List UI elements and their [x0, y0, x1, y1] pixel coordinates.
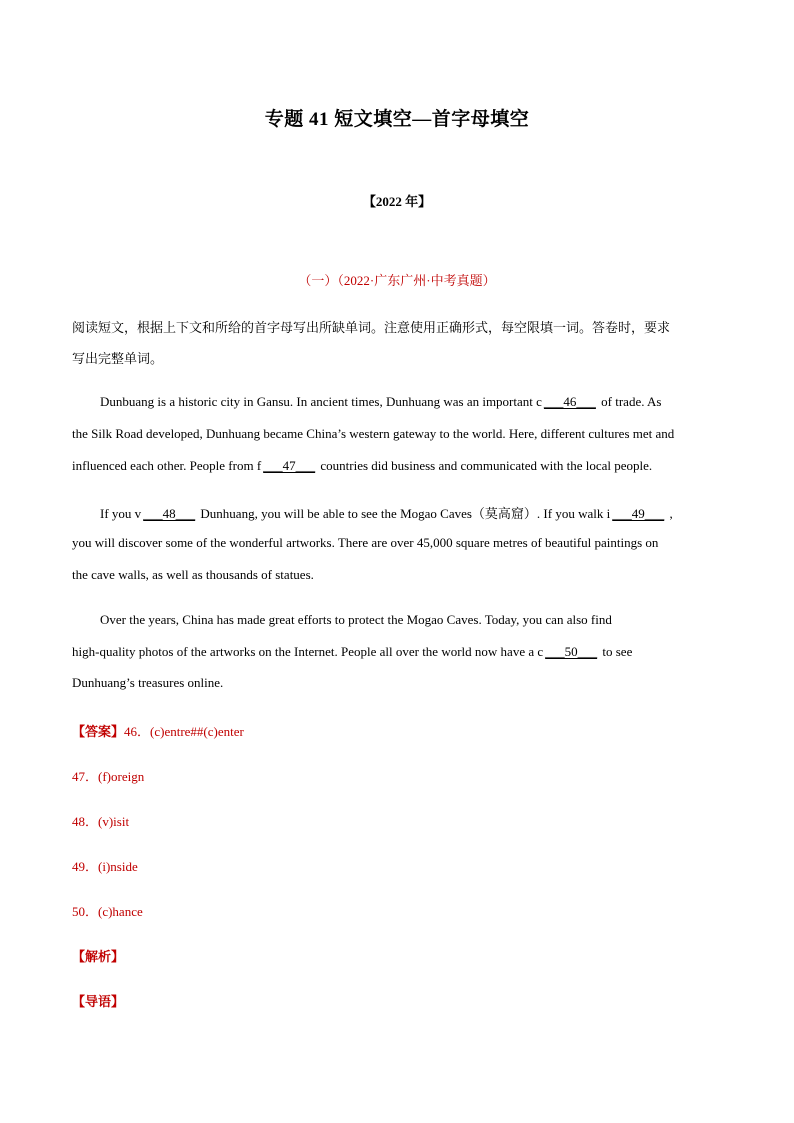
passage-text: high-quality photos of the artworks on the Internet. People all over the world now have a c	[72, 644, 544, 659]
answer-line	[72, 721, 244, 740]
passage-text: of trade. As	[597, 394, 662, 409]
answer-47: 47．(f)oreign	[72, 769, 145, 784]
passage-text: countries did business and communicated with the local people.	[317, 458, 653, 473]
answer-49: 49．(i)nside	[72, 859, 138, 874]
passage-text: ,	[666, 506, 673, 521]
passage-text: influenced each other. People from f	[72, 458, 262, 473]
page-title: 专题 41 短文填空—首字母填空	[264, 109, 530, 130]
blank-50: ___50___	[545, 644, 598, 659]
answer-46: 46．(c)entre##(c)enter	[124, 724, 244, 739]
passage-line: Over the years, China has made great efforts to protect the Mogao Caves. Today, you can also find	[100, 612, 612, 627]
passage-text: If you v	[100, 506, 142, 521]
year-heading: 【2022 年】	[362, 194, 432, 209]
blank-49: ___49___	[612, 506, 665, 521]
passage-line: you will discover some of the wonderful artworks. There are over 45,000 square metres of beautiful paintings on	[72, 535, 659, 550]
passage-line	[100, 503, 673, 522]
passage-line: the Silk Road developed, Dunhuang became China’s western gateway to the world. Here, different cultures met and	[72, 426, 675, 441]
instructions-line-1: 阅读短文，根据上下文和所给的首字母写出所缺单词。注意使用正确形式，每空限填一词。答卷时，要求	[72, 320, 671, 335]
passage-text: to see	[599, 644, 633, 659]
blank-46: ___46___	[543, 394, 596, 409]
passage-text: Dunhuang, you will be able to see the Mogao Caves（莫高窟）. If you walk i	[197, 506, 611, 521]
passage-text: Dunbuang is a historic city in Gansu. In ancient times, Dunhuang was an important c	[100, 394, 542, 409]
analysis-label: 【解析】	[72, 949, 125, 964]
passage-line	[72, 458, 652, 474]
section-heading: （一）（2022·广东广州·中考真题）	[298, 273, 496, 288]
guide-label: 【导语】	[72, 994, 125, 1009]
answer-50: 50．(c)hance	[72, 904, 143, 919]
instructions-line-2: 写出完整单词。	[72, 351, 164, 366]
passage-line: the cave walls, as well as thousands of statues.	[72, 567, 314, 582]
passage-line	[72, 644, 632, 660]
passage-line	[100, 394, 661, 410]
passage-line: Dunhuang’s treasures online.	[72, 675, 224, 690]
blank-47: ___47___	[263, 458, 316, 473]
answer-label: 【答案】	[72, 724, 125, 739]
answer-48: 48．(v)isit	[72, 814, 130, 829]
blank-48: ___48___	[143, 506, 196, 521]
